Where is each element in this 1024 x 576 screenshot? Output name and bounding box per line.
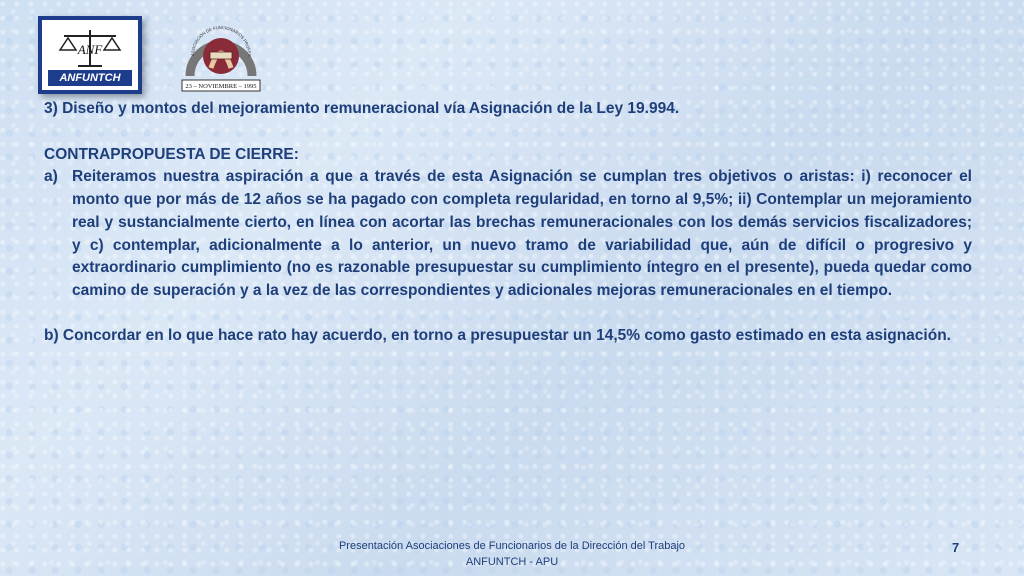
list-item-b-text: b) Concordar en lo que hace rato hay acuerdo, en torno a presupuestar un 14,5% como gasto estimado en esta asignación.: [44, 326, 951, 344]
list-item-a: [44, 166, 972, 302]
slide-heading: 3) Diseño y montos del mejoramiento remuneracional vía Asignación de la Ley 19.994.: [44, 100, 680, 117]
apu-ring-text: ASOCIACIÓN DE FUNCIONARIOS PROFES: [189, 24, 253, 57]
page-number: 7: [952, 540, 960, 555]
section-title: CONTRAPROPUESTA DE CIERRE:: [44, 145, 299, 163]
footer-line-1: Presentación Asociaciones de Funcionarios de la Dirección del Trabajo: [338, 540, 686, 552]
footer-line-2: ANFUNTCH - APU: [465, 556, 559, 568]
slide-body: [44, 98, 972, 347]
apu-date: 23 – NOVIEMBRE – 1995: [185, 83, 257, 90]
scales-of-justice-icon: [56, 26, 124, 72]
list-item-a-text: Reiteramos nuestra aspiración a que a través de esta Asignación se cumplan tres objetivos o aristas: i) reconocer el monto que por más de 12 años se ha pagado con completa regularidad, en torno al 9,5%; ii) Contemplar un mejoramiento real y sustancialmente cierto, en línea con acortar las brechas remuneracionales con los demás servicios fiscalizadores; y c) contemplar, adicionalmente a lo anterior, un nuevo tramo de variabilidad que, aún de difícil o progresivo y extraordinario cumplimiento (no es razonable presupuestar su cumplimiento íntegro en el presente), pueda quedar como camino de superación y a la vez de las correspondientes y adicionales mejoras remuneracionales en el tiempo.: [72, 168, 972, 299]
logo-monogram: ANF: [77, 42, 103, 57]
list-marker-a: a): [44, 168, 58, 186]
anfuntch-logo: [38, 16, 142, 94]
footer: [300, 538, 724, 570]
anfuntch-label: ANFUNTCH: [48, 70, 132, 86]
apu-logo: [176, 16, 266, 94]
